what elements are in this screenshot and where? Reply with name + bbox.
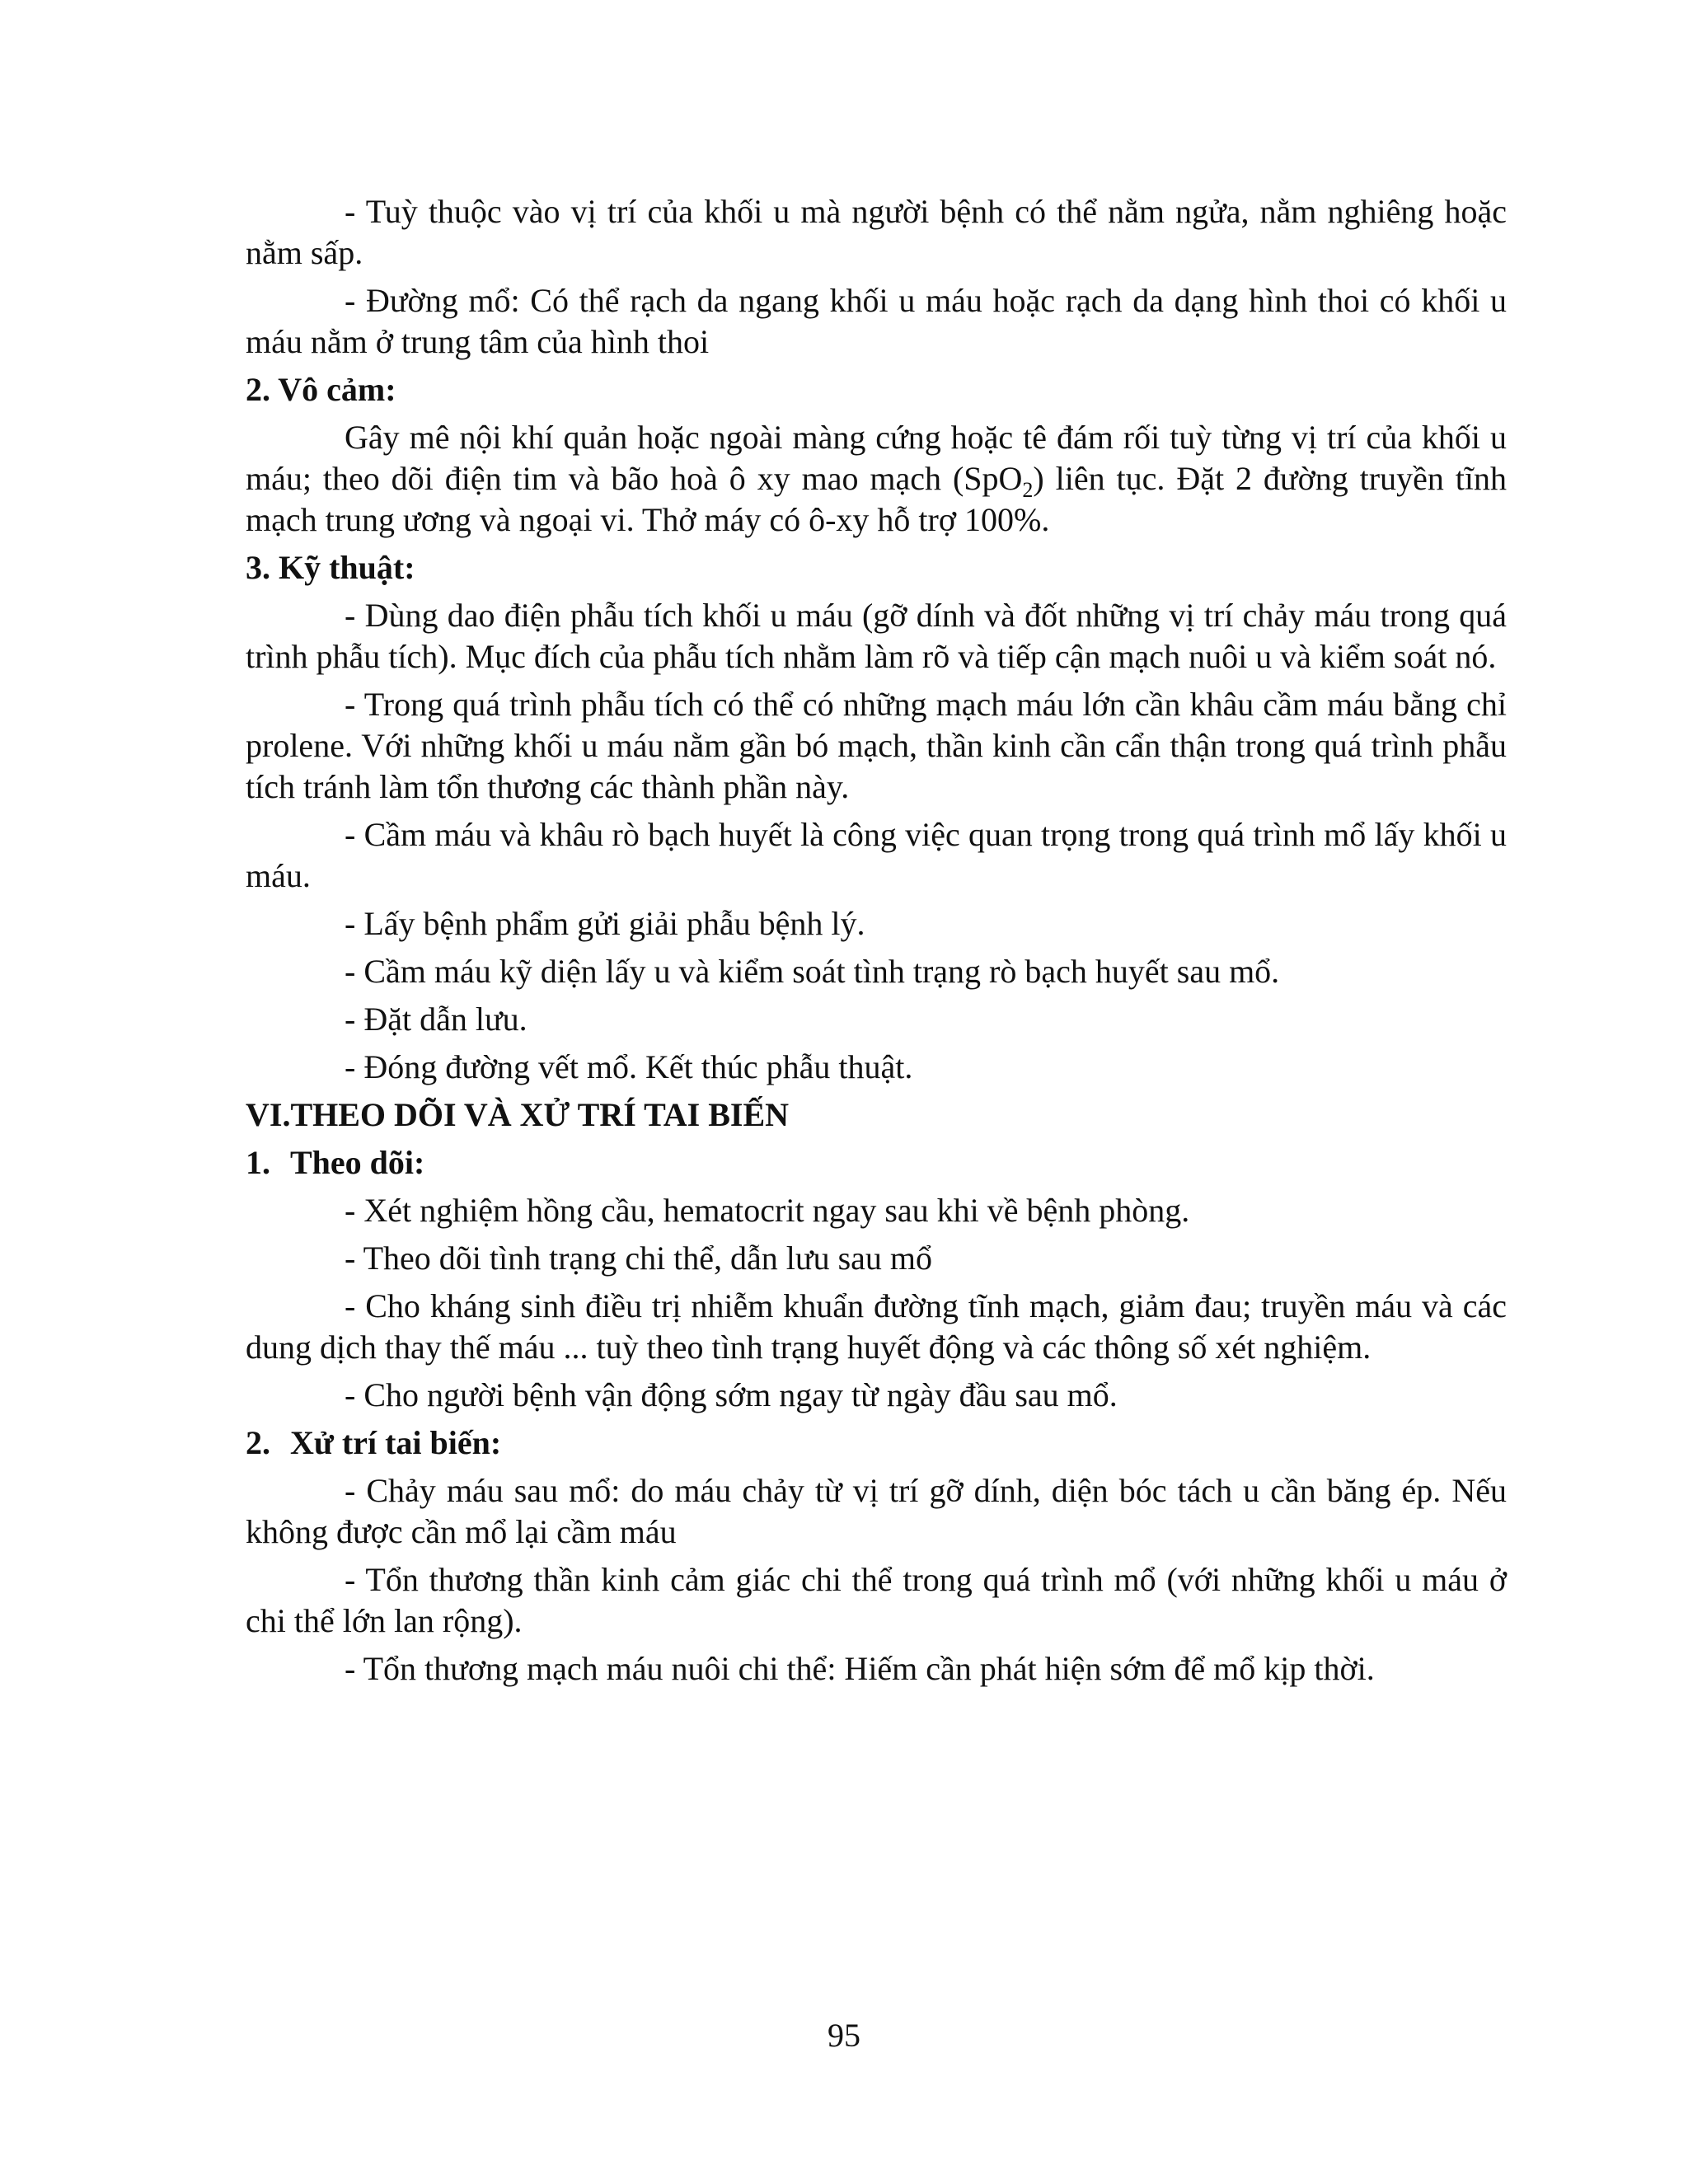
paragraph: - Đường mổ: Có thể rạch da ngang khối u máu hoặc rạch da dạng hình thoi có khối u máu nằm ở trung tâm của hình thoi [246, 282, 1507, 360]
section-heading: 2. Vô cảm: [246, 371, 396, 408]
list-item: - Cầm máu và khâu rò bạch huyết là công việc quan trọng trong quá trình mổ lấy khối u máu. [246, 816, 1507, 894]
chapter-heading [246, 1094, 1507, 1136]
heading-text: THEO DÕI VÀ XỬ TRÍ TAI BIẾN [290, 1096, 790, 1133]
heading-number: VI. [246, 1096, 291, 1133]
subsection-heading [246, 1422, 1507, 1464]
heading-text: Theo dõi: [290, 1144, 425, 1181]
list-item: - Cho kháng sinh điều trị nhiễm khuẩn đường tĩnh mạch, giảm đau; truyền máu và các dung dịch thay thế máu ... tuỳ theo tình trạng huyết động và các thông số xét nghiệm. [246, 1287, 1507, 1366]
section-heading: 3. Kỹ thuật: [246, 549, 415, 586]
heading-number: 2. [246, 1424, 270, 1461]
list-item: - Trong quá trình phẫu tích có thể có những mạch máu lớn cần khâu cầm máu bằng chỉ prolene. Với những khối u máu nằm gần bó mạch, thần kinh cần cẩn thận trong quá trình phẫu tích tránh làm tổn thương các thành phần này. [246, 686, 1507, 805]
text-run: Gây mê nội khí quản hoặc ngoài màng cứng hoặc tê đám rối tuỳ từng vị trí của khối u máu; theo dõi điện tim và bão hoà ô xy mao mạch (SpO [246, 419, 1507, 497]
list-item: - Tổn thương thần kinh cảm giác chi thể trong quá trình mổ (với những khối u máu ở chi thể lớn lan rộng). [246, 1561, 1507, 1639]
list-item: - Cầm máu kỹ diện lấy u và kiểm soát tình trạng rò bạch huyết sau mổ. [345, 953, 1280, 990]
list-item: - Dùng dao điện phẫu tích khối u máu (gỡ dính và đốt những vị trí chảy máu trong quá trình phẫu tích). Mục đích của phẫu tích nhằm làm rõ và tiếp cận mạch nuôi u và kiểm soát nó. [246, 597, 1507, 675]
list-item: - Đặt dẫn lưu. [345, 1001, 528, 1038]
list-item: - Xét nghiệm hồng cầu, hematocrit ngay sau khi về bệnh phòng. [345, 1192, 1190, 1229]
subscript: 2 [1022, 478, 1034, 502]
heading-number: 1. [246, 1144, 270, 1181]
list-item: - Theo dõi tình trạng chi thể, dẫn lưu sau mổ [345, 1240, 933, 1277]
list-item: - Đóng đường vết mổ. Kết thúc phẫu thuật. [345, 1048, 913, 1085]
paragraph: - Tuỳ thuộc vào vị trí của khối u mà người bệnh có thể nằm ngửa, nằm nghiêng hoặc nằm sấp. [246, 193, 1507, 271]
paragraph [246, 417, 1507, 541]
subsection-heading [246, 1142, 1507, 1183]
page-content [246, 191, 1507, 1696]
list-item: - Chảy máu sau mổ: do máu chảy từ vị trí gỡ dính, diện bóc tách u cần băng ép. Nếu không được cần mổ lại cầm máu [246, 1472, 1507, 1550]
list-item: - Tổn thương mạch máu nuôi chi thể: Hiếm cần phát hiện sớm để mổ kịp thời. [345, 1650, 1375, 1687]
heading-text: Xử trí tai biến: [290, 1424, 502, 1461]
text-run: ) liên tục. Đặt 2 đường truyền tĩnh mạch trung ương và ngoại vi. Thở máy có ô-xy hỗ trợ 100%. [246, 460, 1507, 538]
list-item: - Cho người bệnh vận động sớm ngay từ ngày đầu sau mổ. [345, 1376, 1118, 1413]
page-number: 95 [828, 2017, 860, 2054]
list-item: - Lấy bệnh phẩm gửi giải phẫu bệnh lý. [345, 905, 865, 942]
